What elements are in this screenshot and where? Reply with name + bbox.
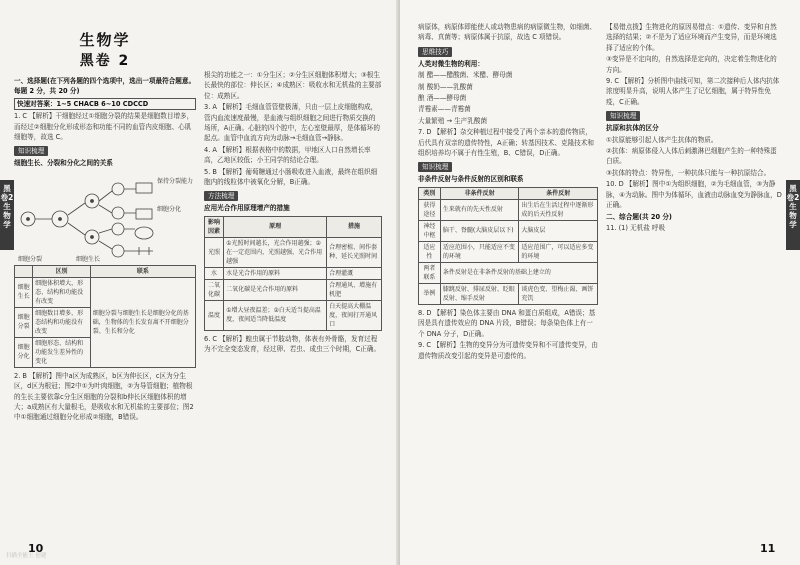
table-cell: 白天提高大棚温度，夜间打开通风口 xyxy=(327,300,382,330)
table-row xyxy=(205,279,382,300)
table-cell: ①增大昼夜温差；②白天适当提高温度，夜间适当降低温度 xyxy=(224,300,327,330)
knowledge-banner: 知识梳理 xyxy=(606,111,640,121)
table-cell: 细胞分裂与细胞生长是细胞分化的基础，生物体的生长发育离不开细胞分裂、生长和分化 xyxy=(90,277,195,367)
answer-paragraph: 5. B 【解析】葡萄糖通过小肠吸收进入血液，最终在组织细胞内的线粒体中被氧化分解，B正确。 xyxy=(204,167,378,187)
method-line: 大量繁殖 → 生产乳酸菌 xyxy=(418,116,488,125)
table-cell: 大脑皮层 xyxy=(519,220,598,241)
section-title: 一、选择题(在下列各题的四个选项中，选出一项最符合题意。每题 2 分，共 20 分) xyxy=(14,77,196,96)
table-cell: ①光照时间越长，光合作用越强；②在一定范围内，光照越强，光合作用越强 xyxy=(224,237,327,267)
table-cell: 生来就有的先天性反射 xyxy=(440,199,519,220)
section-title: 二、综合题(共 20 分) xyxy=(606,212,672,221)
paper-title: 黑卷 2 xyxy=(79,53,131,69)
table-row xyxy=(205,267,382,279)
right-page xyxy=(400,0,800,565)
table-cell: 膝跳反射、排尿反射、眨眼反射、缩手反射 xyxy=(440,283,519,304)
table-row xyxy=(419,241,598,262)
table-cell: 合理密植、间作套种、延长光照时间 xyxy=(327,237,382,267)
table-row xyxy=(419,262,598,283)
table-cell: 细胞分化 xyxy=(15,337,33,367)
table-cell: 举例 xyxy=(419,283,441,304)
answer-paragraph: 8. D 【解析】染色体主要由 DNA 和蛋白质组成，A错误；基因是具有遗传效应的 DNA 片段，B错误；每条染色体上有一个 DNA 分子，D正确。 xyxy=(418,308,596,338)
immune-line: ①抗原能够引起人体产生抗体的物质。 xyxy=(606,135,718,144)
method-line: 制 酸奶——乳酸菌 xyxy=(418,82,473,91)
cell-comparison-table xyxy=(14,265,196,368)
table-cell: 获得途径 xyxy=(419,199,441,220)
table-header: 类别 xyxy=(419,187,441,199)
table-cell: 出生后在生活过程中逐渐形成的后天性反射 xyxy=(519,199,598,220)
page-number: 11 xyxy=(760,542,776,555)
tip-title: 细胞生长、分裂和分化之间的关系 xyxy=(14,159,113,168)
immune-title: 抗原和抗体的区分 xyxy=(606,124,659,133)
cell-diagram xyxy=(14,171,196,263)
table-header: 原理 xyxy=(224,216,327,237)
answer-paragraph: 9. C 【解析】生物的变异分为可遗传变异和不可遗传变异，由遗传物质改变引起的变异是可遗传的。 xyxy=(418,341,598,360)
table-cell: 两者联系 xyxy=(419,262,441,283)
answer-paragraph: 根尖的功能之一：①分生区；②分生区细胞体积增大；③根生长最快的部位：伸长区；④成熟区：吸收水和无机盐的主要部位：成熟区。 xyxy=(204,71,382,100)
answer-paragraph: 【易错点拨】生物进化的原因易错点：①遗传、变异和自然选择的结果；②不是为了适应环境而产生变异，而是环境选择了适应的个体。 xyxy=(606,23,777,52)
knowledge-banner: 知识梳理 xyxy=(418,162,452,172)
table-cell: 细胞生长 xyxy=(15,277,33,307)
table-cell: 细胞形态、结构和功能发生差异性的变化 xyxy=(33,337,91,367)
photosynthesis-table xyxy=(204,216,382,331)
table-cell: 二氧化碳是光合作用的原料 xyxy=(224,279,327,300)
table-cell: 神经中枢 xyxy=(419,220,441,241)
method-title: 人类对微生物的利用： xyxy=(418,59,484,68)
table-header: 措施 xyxy=(327,216,382,237)
side-tab-label: 黑卷2 生物学 xyxy=(0,184,14,229)
table-row xyxy=(419,283,598,304)
answer-paragraph: 6. C 【解析】蝗虫属于节肢动物，体表有外骨骼，发育过程为不完全变态发育，经过卵、若虫、成虫三个时期，C正确。 xyxy=(204,334,381,354)
right-column-2 xyxy=(606,22,782,234)
right-column-1 xyxy=(418,22,598,362)
measure-title: 应用光合作用原理增产的措施 xyxy=(204,204,290,213)
answer-paragraph: 9. C 【解析】分析图中曲线可知，第二次接种后人体内抗体浓度明显升高，说明人体产生了记忆细胞，属于特异性免疫，C正确。 xyxy=(606,77,780,106)
label-growth: 细胞生长 xyxy=(76,255,101,263)
knowledge-banner: 知识梳理 xyxy=(14,146,48,156)
left-column-2 xyxy=(204,70,382,356)
table-cell: 脑干、脊髓(大脑皮层以下) xyxy=(440,220,519,241)
table-row xyxy=(205,237,382,267)
answer-paragraph: ③变异是不定向的，自然选择是定向的，决定着生物进化的方向。 xyxy=(606,55,777,74)
table-header xyxy=(15,265,33,277)
method-line: 青霉素——青霉菌 xyxy=(418,105,471,114)
answer-paragraph: 2. B 【解析】图中a区为成熟区，b区为伸长区，c区为分生区，d区为根冠；图2中①为叶肉细胞，②为导管细胞；植物根的生长主要依靠c分生区细胞的分裂和b伸长区细胞体积的增大；a成熟区有大量根毛，是吸收水和无机盐的主要部位；图2中①细胞通过细胞分化形成②细胞，B错误。 xyxy=(14,371,194,422)
table-cell: 温度 xyxy=(205,300,224,330)
table-cell: 细胞体积增大，形态、结构和功能没有改变 xyxy=(33,277,91,307)
answer-paragraph: 7. D 【解析】杂交种植过程中接受了两个亲本的遗传物质，后代具有双亲的遗传特性，A正确；转基因技术、克隆技术和组织培养均不属于有性生殖，B、C错误，D正确。 xyxy=(418,128,594,158)
immune-line: ②抗体：病原体侵入人体后刺激淋巴细胞产生的一种特殊蛋白质。 xyxy=(606,147,777,166)
answer-paragraph: 10. D 【解析】图中①为组织细胞，②为毛细血管，③为静脉，④为动脉。图中为体循环，血液由动脉血变为静脉血，D正确。 xyxy=(606,180,782,210)
table-cell: 条件反射是在非条件反射的基础上建立的 xyxy=(440,262,597,283)
table-cell: 水是光合作用的原料 xyxy=(224,267,327,279)
answer-paragraph: 1. C 【解析】干细胞经过①细胞分裂的结果是细胞数目增多，而经过②细胞分化形成形态和功能不同的血管内皮细胞、心肌细胞等，故选 C。 xyxy=(14,112,194,142)
side-tab xyxy=(0,180,14,250)
method-banner: 方法梳理 xyxy=(204,191,238,201)
scanner-footer: 扫描全能王 创建 xyxy=(6,553,47,559)
table-cell: 光照 xyxy=(205,237,224,267)
reflex-table xyxy=(418,187,598,305)
table-cell: 谈虎色变、望梅止渴、画饼充饥 xyxy=(519,283,598,304)
answer-paragraph: 4. A 【解析】根据表格中的数据，甲地区人口自然增长率高，乙地区较低；小王同学的结论合理。 xyxy=(204,145,371,165)
label-split: 细胞分裂 xyxy=(18,255,43,263)
label-diff: 细胞分化 xyxy=(157,205,182,213)
immune-line: ③抗体的特点：特异性，一种抗体只能与一种抗原结合。 xyxy=(606,168,771,177)
table-row xyxy=(419,199,598,220)
table-cell: 适应范围广，可以适应多变的环境 xyxy=(519,241,598,262)
method-banner: 思维技巧 xyxy=(418,47,452,57)
side-tab xyxy=(786,180,800,250)
side-tab-label: 黑卷2 生物学 xyxy=(786,184,800,229)
table-cell: 二氧化碳 xyxy=(205,279,224,300)
table-cell: 合理通风、增施有机肥 xyxy=(327,279,382,300)
page-number: 10 xyxy=(28,542,44,555)
reflex-title: 非条件反射与条件反射的区别和联系 xyxy=(418,175,524,184)
table-row xyxy=(205,300,382,330)
table-cell: 细胞数目增多，形态结构和功能没有改变 xyxy=(33,307,91,337)
method-line: 制 醋——醋酸菌、米醋、酵母菌 xyxy=(418,71,513,80)
left-column-1 xyxy=(14,22,196,424)
table-header: 影响因素 xyxy=(205,216,224,237)
answer-paragraph: 11. (1) 无机盐 呼吸 xyxy=(606,223,666,232)
cell-diagram-svg xyxy=(14,171,196,263)
table-cell: 合理灌溉 xyxy=(327,267,382,279)
table-cell: 适应范围小，只能适应不变的环境 xyxy=(440,241,519,262)
table-header: 联系 xyxy=(90,265,195,277)
answer-paragraph: 病原体，病原体即能使人或动物患病的病原微生物，如细菌、病毒、真菌等；病原体属于抗原，故选 C 项错误。 xyxy=(418,23,597,42)
table-header: 非条件反射 xyxy=(440,187,519,199)
table-row xyxy=(419,220,598,241)
label-stem: 保持分裂能力 xyxy=(157,177,194,185)
subject-title: 生物学 xyxy=(79,31,131,49)
method-line: 酿 酒——酵母菌 xyxy=(418,94,467,103)
table-cell: 水 xyxy=(205,267,224,279)
table-header: 区别 xyxy=(33,265,91,277)
table-cell: 细胞分裂 xyxy=(15,307,33,337)
table-row xyxy=(15,277,196,307)
quick-answers: 快速对答案：1~5 CHACB 6~10 CDCCD xyxy=(14,98,196,110)
answer-paragraph: 3. A 【解析】毛细血管管壁极薄，只由一层上皮细胞构成，管内血流速度最慢，是血液与组织细胞之间进行物质交换的场所，A正确。心脏的四个腔中，左心室壁最厚，是体循环的起点。血管中血流方向为动脉→毛细血管→静脉。 xyxy=(204,103,380,143)
table-header: 条件反射 xyxy=(519,187,598,199)
table-cell: 适应性 xyxy=(419,241,441,262)
